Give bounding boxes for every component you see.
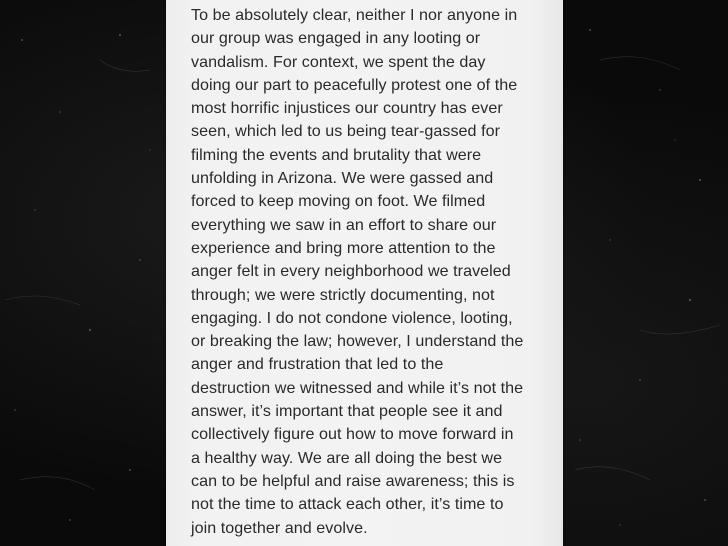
statement-line: most horrific injustices our country has ever [191, 99, 503, 118]
statement-line: or breaking the law; however, I understand the [191, 332, 524, 351]
statement-line: through; we were strictly documenting, not [191, 285, 495, 304]
statement-line: join together and evolve. [191, 518, 368, 537]
statement-text [191, 4, 551, 540]
statement-line: answer, it’s important that people see it and [191, 402, 503, 421]
statement-line: To be absolutely clear, neither I nor anyone in [191, 6, 518, 24]
statement-line: anger and frustration that led to the [191, 355, 444, 374]
statement-line: everything we saw in an effort to share our [191, 215, 497, 234]
statement-line: vandalism. For context, we spent the day [191, 52, 486, 71]
statement-line: engaging. I do not condone violence, looting, [191, 308, 513, 327]
statement-line: can to be helpful and raise awareness; this is [191, 471, 515, 490]
statement-line: filming the events and brutality that were [191, 145, 482, 164]
statement-line: our group was engaged in any looting or [191, 29, 481, 48]
statement-line: forced to keep moving on foot. We filmed [191, 192, 486, 211]
statement-line: unfolding in Arizona. We were gassed and [191, 169, 494, 188]
statement-line: destruction we witnessed and while it’s not the [191, 378, 524, 397]
statement-line: seen, which led to us being tear-gassed for [191, 122, 501, 141]
statement-line: not the time to attack each other, it’s time to [191, 495, 504, 514]
statement-line: experience and bring more attention to the [191, 238, 496, 257]
statement-line: doing our part to peacefully protest one of the [191, 75, 518, 94]
statement-note [166, 0, 563, 546]
statement-line: anger felt in every neighborhood we traveled [191, 262, 511, 281]
statement-line: collectively figure out how to move forward in [191, 425, 514, 444]
statement-line: a healthy way. We are all doing the best we [191, 448, 503, 467]
